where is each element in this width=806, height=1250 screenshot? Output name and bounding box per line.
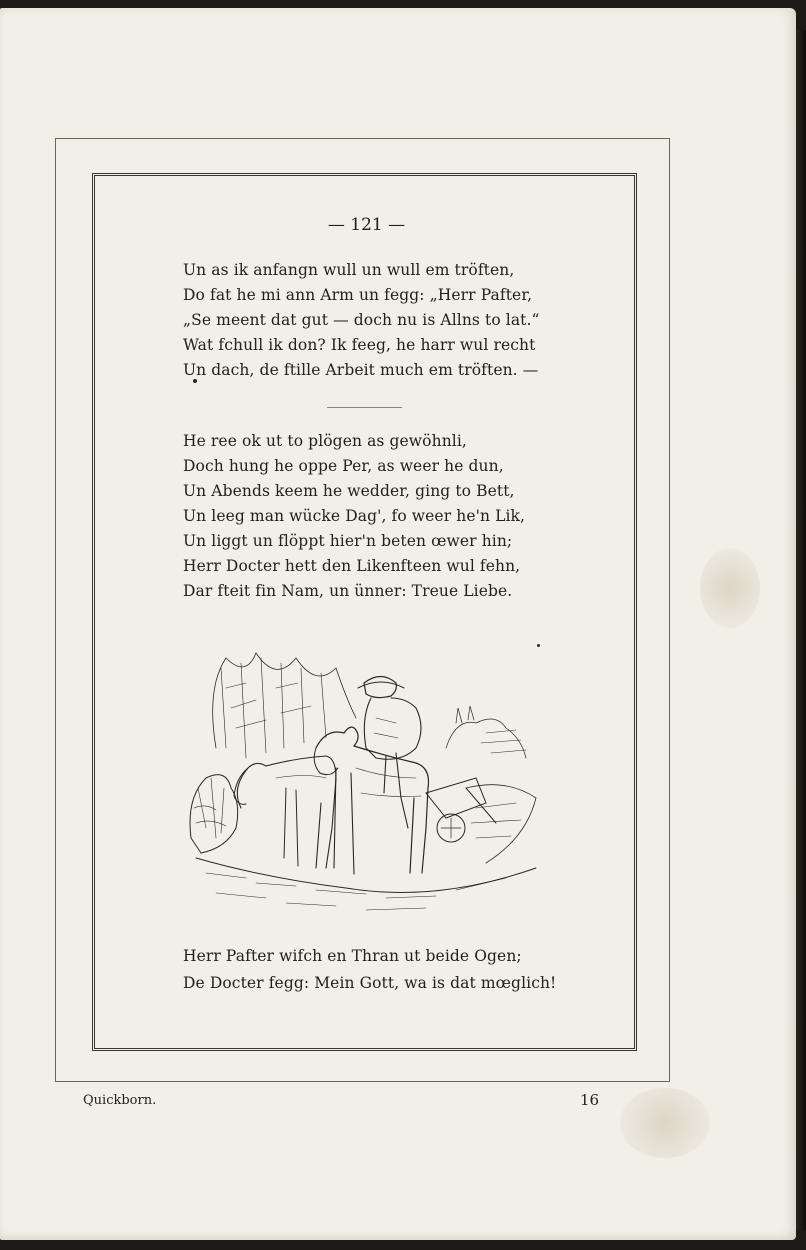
verse-line: Doch hung he oppe Per, as weer he dun, (183, 457, 504, 475)
stanza-2 (183, 429, 525, 604)
verse-line: Herr Docter hett den Likenfteen wul fehn, (183, 557, 521, 575)
stanza-3 (183, 943, 556, 997)
signature-mark: Quickborn. (83, 1093, 157, 1108)
page-number: — 121 — (327, 215, 406, 235)
verse-line: Wat fchull ik don? Ik feeg, he harr wul recht (183, 336, 536, 354)
verse-line: „Se meent dat gut — doch nu is Allns to lat.“ (183, 311, 540, 329)
sheet-number: 16 (580, 1091, 600, 1109)
engraving-horses-rider-icon (186, 628, 546, 918)
verse-line: Un as ik anfangn wull un wull em tröften, (183, 261, 515, 279)
verse-line: Un leeg man wücke Dag', fo weer he'n Lik, (183, 507, 526, 525)
book-page (0, 8, 796, 1240)
ink-dot (193, 379, 197, 383)
verse-line: Do fat he mi ann Arm un fegg: „Herr Pafter, (183, 286, 533, 304)
verse-line: Herr Pafter wifch en Thran ut beide Ogen; (183, 947, 522, 965)
verse-line: De Docter fegg: Mein Gott, wa is dat mœglich! (183, 974, 557, 992)
verse-line: Dar fteit fin Nam, un ünner: Treue Liebe. (183, 582, 513, 600)
foxing-stain (700, 548, 760, 628)
stanza-1 (183, 258, 540, 383)
verse-line: Un Abends keem he wedder, ging to Bett, (183, 482, 515, 500)
verse-line: Un liggt un flöppt hier'n beten œwer hin; (183, 532, 513, 550)
verse-line: He ree ok ut to plögen as gewöhnli, (183, 432, 467, 450)
verse-line: Un dach, de ftille Arbeit much em tröften. — (183, 361, 539, 379)
foxing-stain (620, 1088, 710, 1158)
page-edge-shadow (796, 30, 806, 1230)
stanza-divider (327, 407, 402, 408)
